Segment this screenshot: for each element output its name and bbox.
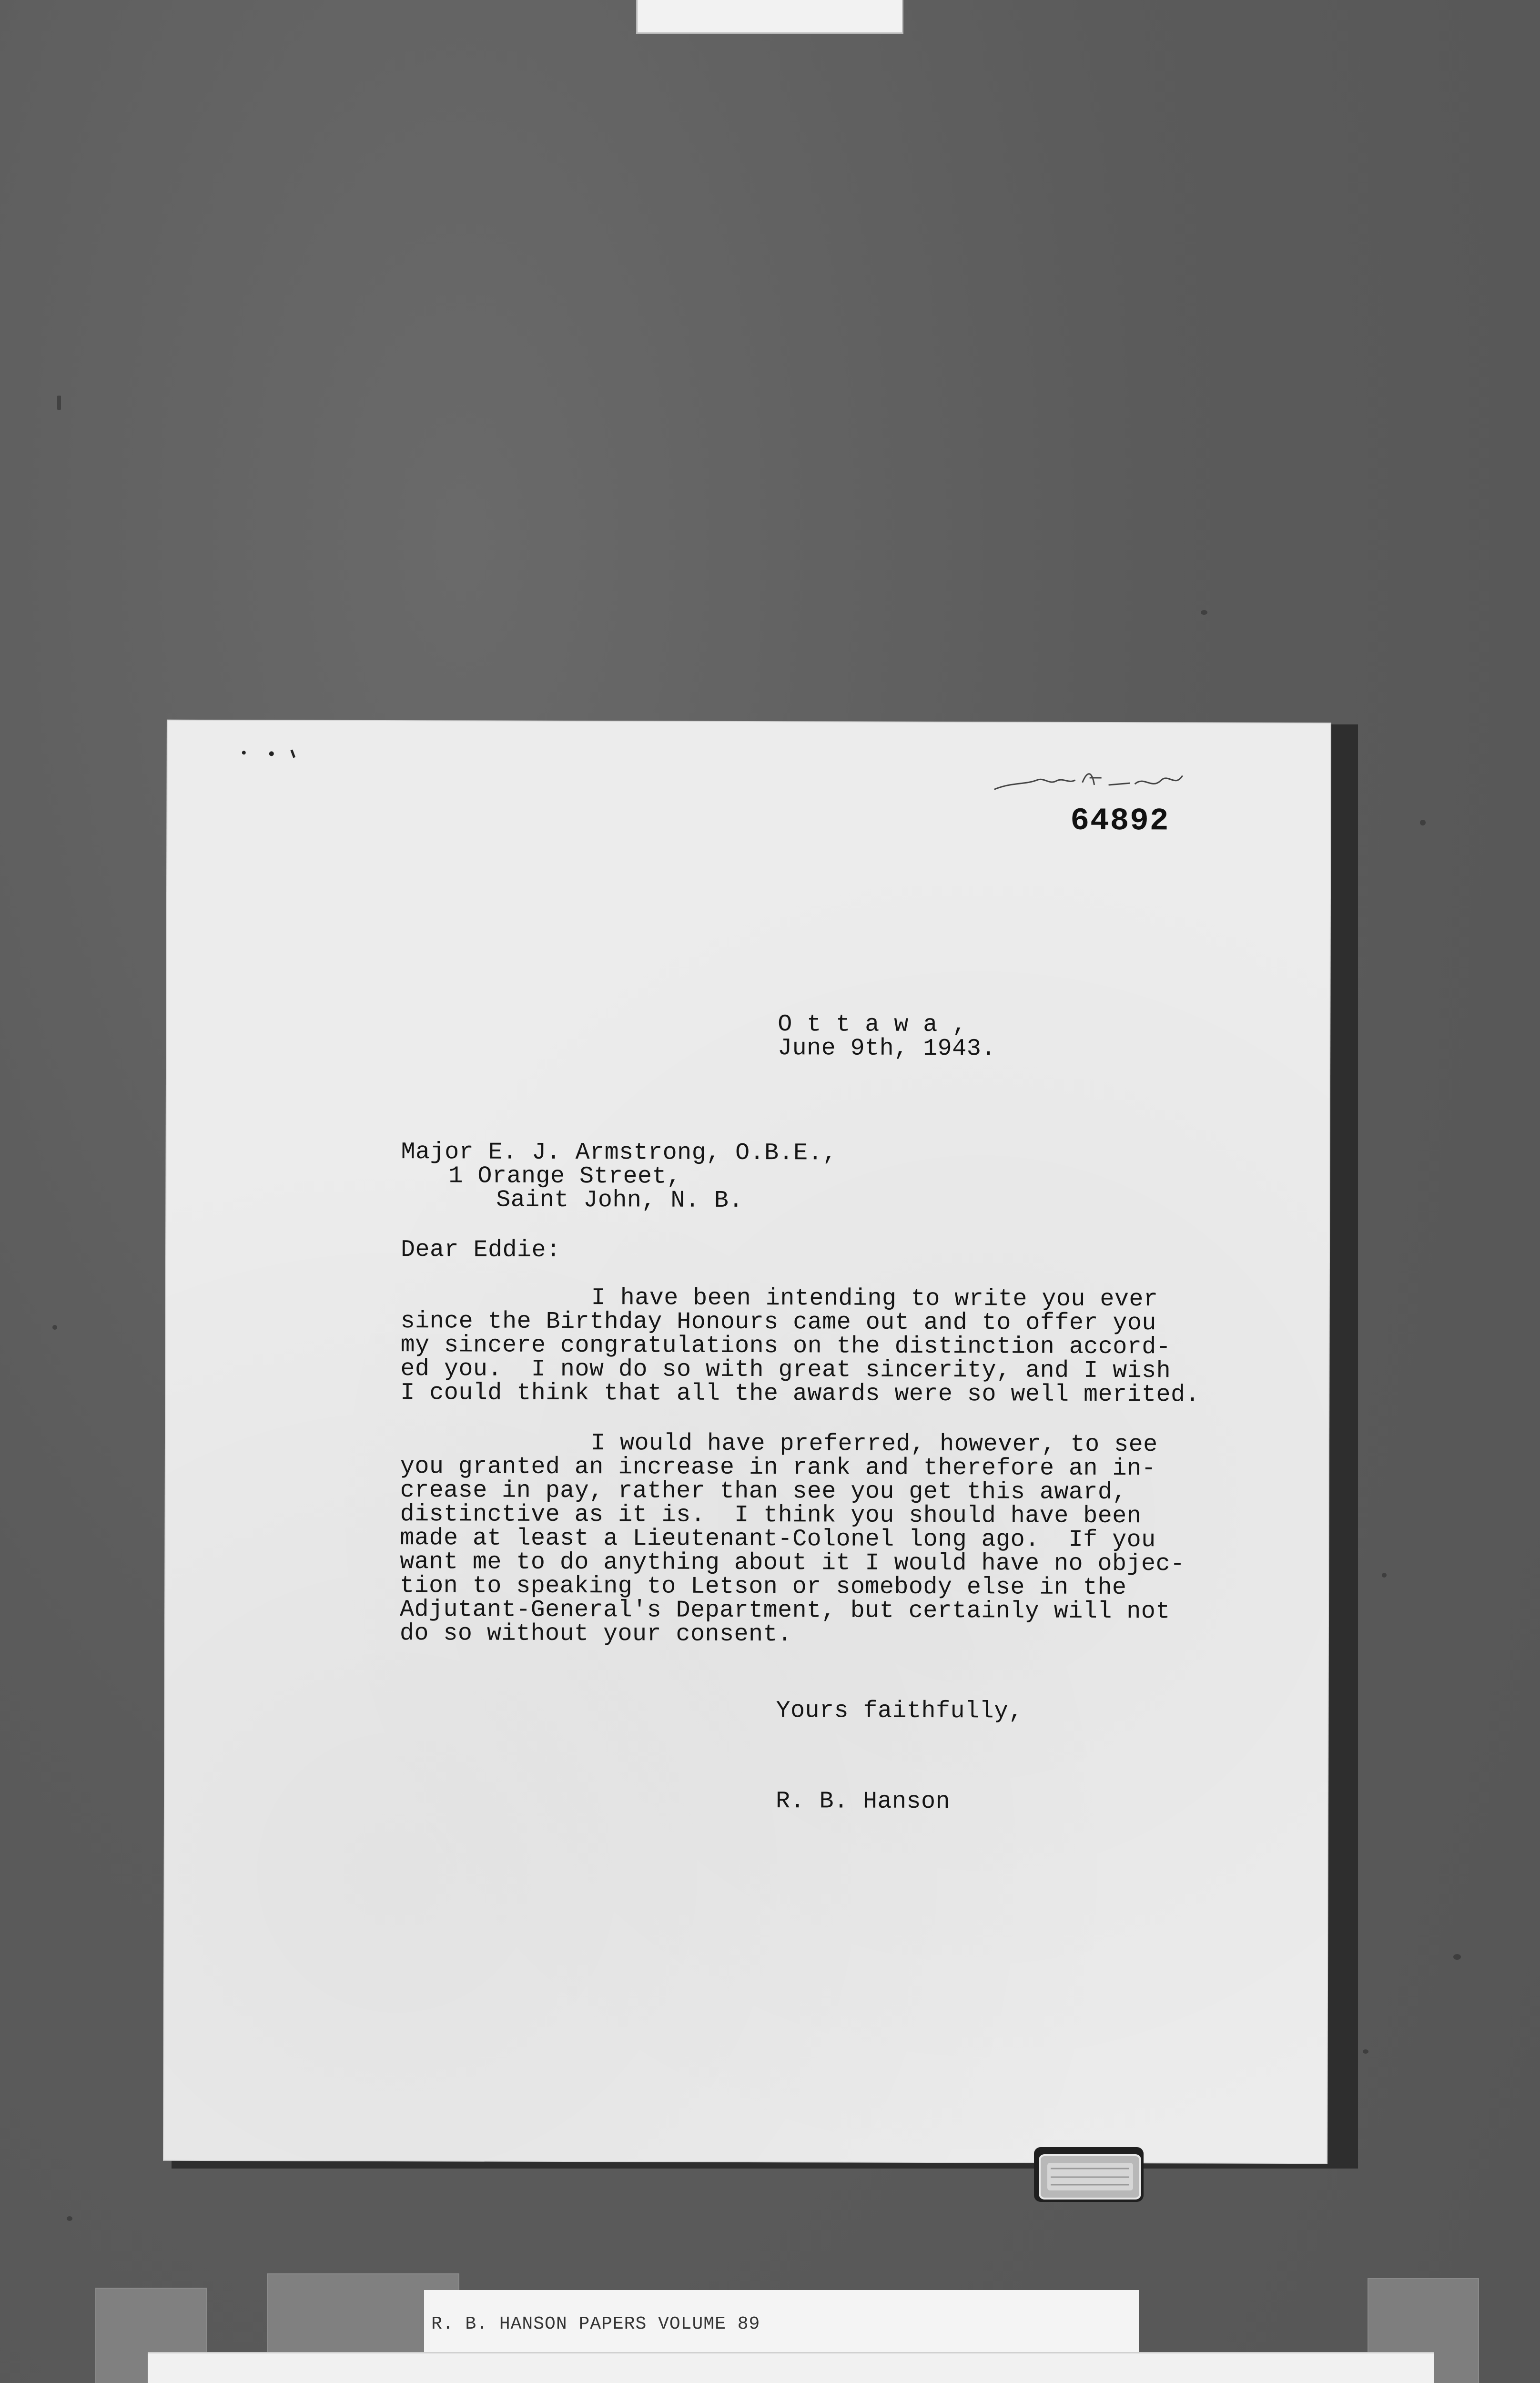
dust-speck [1201,610,1207,615]
dust-speck [1363,2049,1368,2054]
handwritten-note [992,761,1202,794]
closing: Yours faithfully, [776,1697,1023,1725]
paragraph2-line: crease in pay, rather than see you get this award, [400,1477,1127,1507]
salutation: Dear Eddie: [400,1236,561,1264]
paragraph2-line: distinctive as it is. I think you should have been [400,1501,1142,1530]
top-paper-tab [636,0,903,34]
recipient-city: Saint John, N. B. [496,1186,743,1214]
dust-speck [52,1325,57,1330]
paragraph1-line: since the Birthday Honours came out and to offer you [400,1308,1156,1337]
letter-place: O t t a w a , [778,1011,967,1039]
paragraph2-line: made at least a Lieutenant-Colonel long ago. If you [400,1525,1156,1554]
paragraph2-line: you granted an increase in rank and therefore an in- [400,1453,1156,1483]
corner-marks [239,747,311,761]
letter-page [164,721,1330,2163]
paper-clip [1039,2154,1141,2200]
dust-speck [57,396,61,410]
recipient-street: 1 Orange Street, [448,1162,681,1191]
dust-speck [1453,1954,1461,1960]
letter-date: June 9th, 1943. [778,1035,996,1063]
paragraph2-line: tion to speaking to Letson or somebody else in the [400,1572,1127,1602]
paragraph2-line: I would have preferred, however, to see [590,1430,1158,1459]
dust-speck [67,2216,72,2221]
signature: R. B. Hanson [775,1788,951,1816]
document-number: 64892 [1070,803,1170,839]
dust-speck [1382,1573,1387,1578]
paragraph2-line: do so without your consent. [399,1620,792,1649]
paragraph1-line: I could think that all the awards were so well merited. [400,1379,1200,1409]
paragraph2-line: Adjutant-General's Department, but certainly will not [399,1596,1170,1626]
paragraph1-line: I have been intending to write you ever [591,1284,1158,1314]
paragraph1-line: my sincere congratulations on the distinction accord- [400,1332,1171,1361]
collection-label: R. B. HANSON PAPERS VOLUME 89 [431,2314,760,2334]
paragraph2-line: want me to do anything about it I would have no objec- [400,1548,1185,1578]
archives-stamp-card [148,2352,1434,2383]
recipient-name: Major E. J. Armstrong, O.B.E., [401,1139,837,1167]
dust-speck [1420,820,1426,825]
paragraph1-line: ed you. I now do so with great sincerity, and I wish [400,1355,1171,1385]
